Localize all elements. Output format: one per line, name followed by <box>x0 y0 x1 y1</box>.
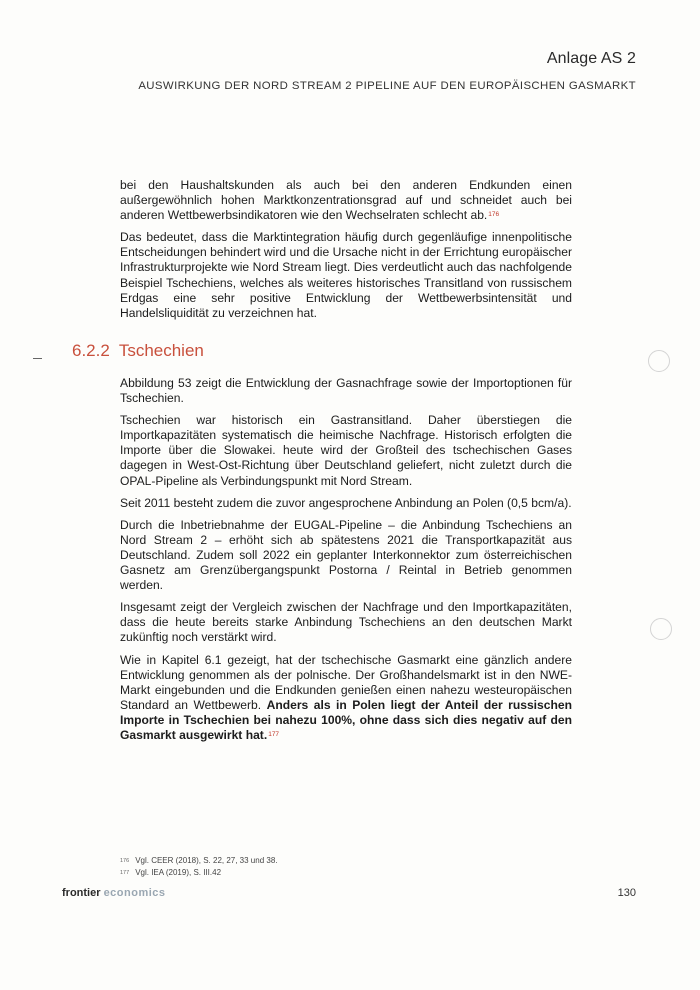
section-heading <box>72 341 204 361</box>
section-number: 6.2.2 <box>72 341 110 360</box>
body-paragraph-3: Seit 2011 besteht zudem die zuvor angesprochene Anbindung an Polen (0,5 bcm/a). <box>120 495 572 510</box>
footnote-ref-176[interactable]: 176 <box>488 211 500 219</box>
margin-mark <box>33 358 42 359</box>
body-paragraph-6: Wie in Kapitel 6.1 gezeigt, hat der tschechische Gasmarkt eine gänzlich andere Entwicklung genommen als der polnische. Der Großhandelsmarkt ist in den NWE-Markt eingebunden und die Endkunden genießen einen nahezu westeuropäischen Standard an Wettbewerb. Anders als in Polen liegt der Anteil der russischen Importe in Tschechien bei nahezu 100%, ohne dass sich dies negativ auf den Gasmarkt ausgewirkt hat.$^{177}$ <box>120 652 572 742</box>
intro-paragraph-1: bei den Haushaltskunden als auch bei den anderen Endkunden einen außergewöhnlich hohen Marktkonzentrationsgrad auf und schneidet auch bei anderen Wettbewerbsindikatoren wie den Wechselraten schlecht ab.$^{176}$ <box>120 178 572 223</box>
footnote-item: $^{177}$ Vgl. IEA (2019), S. III.42 <box>120 868 222 877</box>
body-paragraph-4: Durch die Inbetriebnahme der EUGAL-Pipeline – die Anbindung Tschechiens an Nord Stream 2 – erhöht sich ab spätestens 2021 die Transportkapazität aus Deutschland. Zudem soll 2022 ein geplanter Interkonnektor zum österreichischen Gasnetz am Grenzübergangspunkt Postorna / Reintal in Betrieb genommen werden. <box>120 517 572 593</box>
section-title: Tschechien <box>118 341 204 360</box>
body-paragraph-2: Tschechien war historisch ein Gastransitland. Daher überstiegen die Importkapazitäten systematisch die heimische Nachfrage. Historisch erfolgten die Importe über die Slowakei. heute wird der Großteil des tschechischen Gases dagegen in West-Ost-Richtung über Deutschland geliefert, nicht zuletzt durch die OPAL-Pipeline als Verbindungspunkt mit Nord Stream. <box>120 413 572 488</box>
intro-paragraph-2: Das bedeutet, dass die Marktintegration häufig durch gegenläufige innenpolitische Entscheidungen behindert wird und die Ursache nicht in der Errichtung europäischer Infrastrukturprojekte wie Nord Stream liegt. Dies verdeutlicht auch das nachfolgende Beispiel Tschechiens, welches als weiteres historisches Transitland von russischem Erdgas eine sehr positive Entwicklung der Wettbewerbsintensität und Handelsliquidität zu verzeichnen hat. <box>120 230 572 320</box>
bold-statement: Anders als in Polen liegt der Anteil der russischen Importe in Tschechien bei nahezu 100%, ohne dass sich dies negativ auf den Gasmarkt ausgewirkt hat. <box>120 697 572 742</box>
punch-hole-mark <box>648 350 670 372</box>
section-body <box>120 376 572 750</box>
intro-text <box>120 178 572 328</box>
annex-label: Anlage AS 2 <box>546 50 636 67</box>
page-number: 130 <box>617 887 636 899</box>
footnotes <box>120 855 278 879</box>
brand-logo-text: frontier economics <box>62 887 166 899</box>
punch-hole-mark <box>650 618 672 640</box>
footnote-ref-177[interactable]: 177 <box>268 730 280 738</box>
body-paragraph-1: Abbildung 53 zeigt die Entwicklung der Gasnachfrage sowie der Importoptionen für Tschechien. <box>120 376 572 406</box>
running-header-title: AUSWIRKUNG DER NORD STREAM 2 PIPELINE AUF DEN EUROPÄISCHEN GASMARKT <box>138 80 636 92</box>
footnote-item: $^{176}$ Vgl. CEER (2018), S. 22, 27, 33 und 38. <box>120 856 278 865</box>
body-paragraph-5: Insgesamt zeigt der Vergleich zwischen der Nachfrage und den Importkapazitäten, dass die heute bereits starke Anbindung Tschechiens an den deutschen Markt zukünftig noch verstärkt wird. <box>120 600 572 645</box>
